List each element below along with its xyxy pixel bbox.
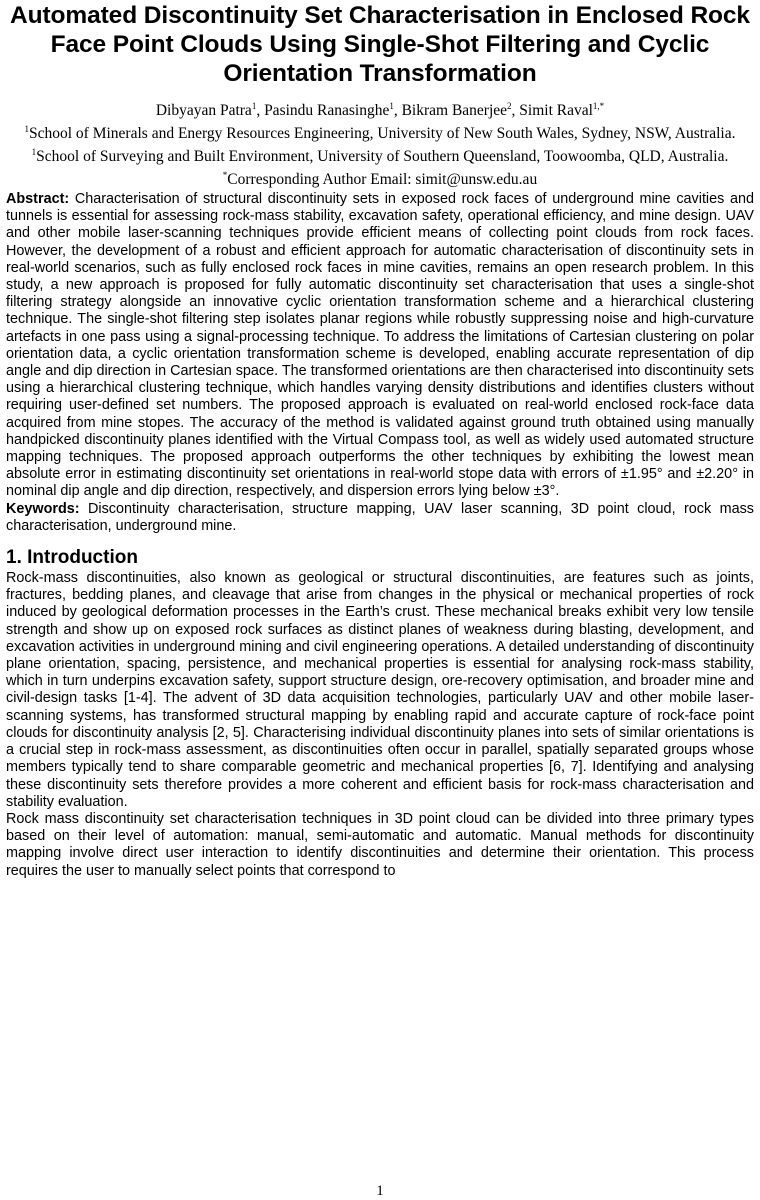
section-heading: 1. Introduction xyxy=(6,547,138,569)
paper-title: Automated Discontinuity Set Characterisation in Enclosed Rock Face Point Clouds Using Single-Shot Filtering and Cyclic Orientation Transformation xyxy=(10,2,750,87)
keywords-text: Discontinuity characterisation, structure mapping, UAV laser scanning, 3D point cloud, rock mass characterisation, underground mine. xyxy=(6,500,754,534)
affiliation-marker: 1 xyxy=(24,123,29,134)
intro-paragraph: Rock-mass discontinuities, also known as geological or structural discontinuities, are features such as joints, fractures, bedding planes, and cleavage that arise from changes in the physical or mechanical properties of rock induced by geological deformation processes in the Earth’s crust. These mechanical breaks exhibit very low tensile strength and show up on exposed rock surfaces as distinct planes of weakness during blasting, development, and excavation activities in underground mining and civil engineering operations. A detailed understanding of discontinuity plane orientation, spacing, persistence, and mechanical properties is essential for analysing rock-mass stability, which in turn underpins excavation safety, support structure design, ore-recovery optimisation, and broader mine and civil-design tasks [1-4]. The advent of 3D data acquisition technologies, particularly UAV and other mobile laser-scanning systems, has transformed structural mapping by enabling rapid and accurate capture of rock-face point clouds for discontinuity analysis [2, 5]. Characterising individual discontinuity planes into sets of similar orientations is a crucial step in rock-mass assessment, as discontinuities often occur in parallel, spatially separated groups whose members typically tend to share comparable geometric and mechanical properties [6, 7]. Identifying and analysing these discontinuity sets therefore provides a more coherent and efficient basis for rock-mass characterisation and stability evaluation. xyxy=(6,570,754,810)
author-list: Dibyayan Patra$^1$, Pasindu Ranasinghe$^1$, Bikram Banerjee$^2$, Simit Raval$^{1,*}$ xyxy=(155,100,605,119)
author-name: Simit Raval xyxy=(519,102,593,119)
abstract-label: Abstract: xyxy=(6,191,70,207)
affiliation xyxy=(6,145,754,168)
author-name: Dibyayan Patra xyxy=(155,102,252,119)
abstract-text: Characterisation of structural discontinuity sets in exposed rock faces of underground mine cavities and tunnels is essential for assessing rock-mass stability, excavation safety, operational efficiency, and mine design. UAV and other mobile laser-scanning techniques provide efficient means of collecting point clouds from rock faces. However, the development of a robust and efficient approach for automatic characterisation of discontinuity sets in real-world scenarios, such as fully enclosed rock faces in mine cavities, remains an open research problem. In this study, a new approach is proposed for fully automatic discontinuity set characterisation that uses a single-shot filtering strategy alongside an innovative cyclic orientation transformation scheme and a hierarchical clustering technique. The single-shot filtering step isolates planar regions while robustly suppressing noise and high-curvature artefacts in one pass using a signal-processing technique. To address the limitations of Cartesian clustering on polar orientation data, a cyclic orientation transformation scheme is developed, enabling accurate representation of dip angle and dip direction in Cartesian space. The transformed orientations are then characterised into discontinuity sets using a hierarchical clustering technique, which handles varying density distributions and identifies clusters without requiring user-defined set numbers. The proposed approach is evaluated on real-world enclosed rock-face data acquired from mine stopes. The accuracy of the method is validated against ground truth obtained using manually handpicked discontinuity planes identified with the Virtual Compass tool, as well as widely used automated structure mapping techniques. The proposed approach outperforms the other techniques by exhibiting the lowest mean absolute error in estimating discontinuity set orientations in real-world stope data with errors of ±1.95° and ±2.20° in nominal dip angle and dip direction, respectively, and dispersion errors lying below ±3°. xyxy=(6,191,755,500)
affiliation-text: School of Surveying and Built Environment, University of Southern Queensland, Toowoomba, QLD, Australia. xyxy=(36,148,729,165)
author-affiliation-marker: 2 xyxy=(507,100,512,111)
author-affiliation-marker: 1 xyxy=(251,100,257,111)
keywords-label: Keywords: xyxy=(6,500,80,517)
affiliation xyxy=(6,122,754,145)
author-affiliation-marker: 1 xyxy=(389,100,394,111)
author-name: Bikram Banerjee xyxy=(401,102,508,119)
page-number: 1 xyxy=(376,1183,384,1199)
author-block xyxy=(6,99,754,191)
affiliation-text: School of Minerals and Energy Resources Engineering, University of New South Wales, Sydney, NSW, Australia. xyxy=(29,125,736,142)
author-name: Pasindu Ranasinghe xyxy=(264,102,390,119)
corresponding-author xyxy=(6,168,754,191)
affiliation-marker: 1 xyxy=(31,146,37,157)
abstract xyxy=(6,191,754,501)
corresponding-marker: * xyxy=(222,169,228,180)
corresponding-author-email: Corresponding Author Email: simit@unsw.edu.au xyxy=(227,171,538,188)
author-affiliation-marker: 1,* xyxy=(592,100,605,111)
intro-paragraph: Rock mass discontinuity set characterisation techniques in 3D point cloud can be divided into three primary types based on their level of automation: manual, semi-automatic and automatic. Manual methods for discontinuity mapping involve direct user interaction to identify discontinuities and determine their orientation. This process requires the user to manually select points that correspond to xyxy=(6,810,754,879)
keywords xyxy=(6,501,754,535)
